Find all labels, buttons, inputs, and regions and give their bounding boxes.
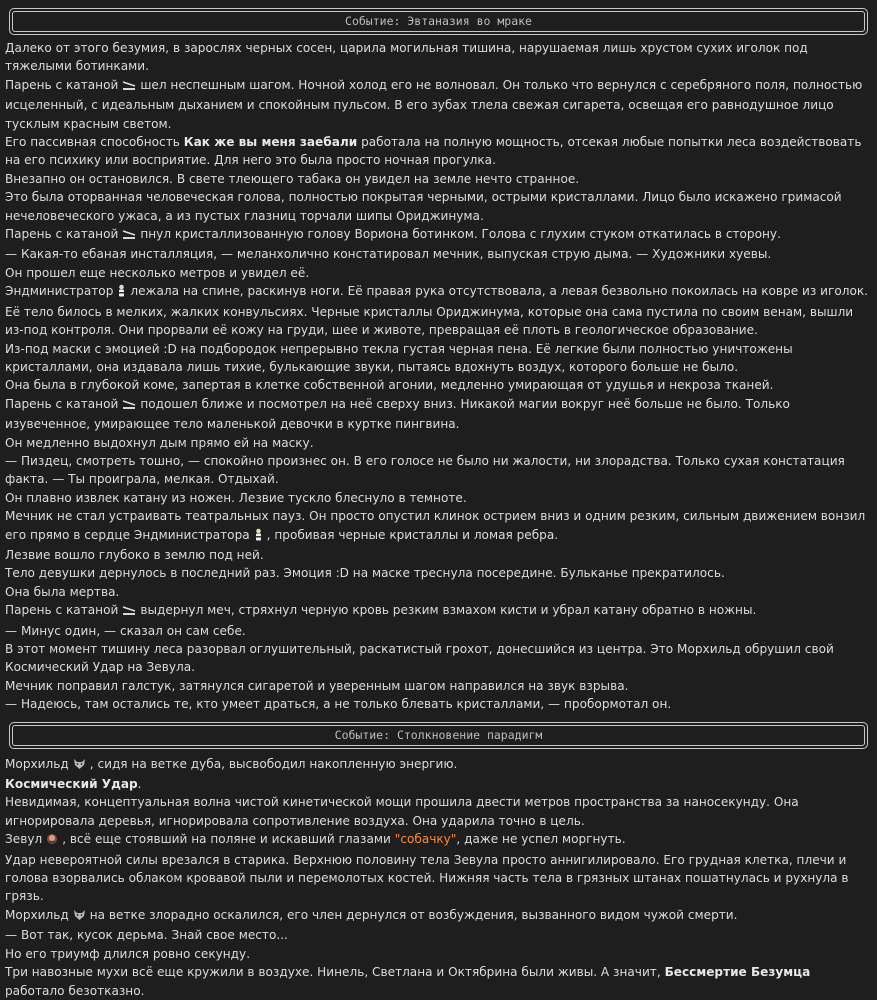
paragraph [5, 830, 872, 850]
wolf-icon [73, 908, 86, 926]
character-name: Парень с катаной [5, 227, 119, 242]
event-title: Событие: Эвтаназия во мраке [12, 11, 865, 32]
character-name: Парень с катаной [5, 603, 119, 618]
paragraph-text: подошел ближе и посмотрел на неё сверху вниз. Никакой магии вокруг неё больше не было. Только изувеченное, умирающее тело маленькой девочки в куртке пингвина. [5, 396, 790, 432]
highlighted-quote: "собачку" [394, 832, 457, 847]
character-name: Морхильд [5, 756, 69, 771]
paragraph: Лезвие вошло глубоко в землю под ней. [5, 547, 264, 562]
paragraph: Далеко от этого безумия, в зарослях черных сосен, царила могильная тишина, нарушаемая лишь хрустом сухих иголок под тяжелыми ботинками. [5, 41, 808, 74]
paragraph: Она была в глубокой коме, запертая в клетке собственной агонии, медленно умирающая от удушья и некроза тканей. [5, 378, 774, 393]
character-name: Морхильд [5, 907, 69, 922]
paragraph [5, 906, 872, 926]
event-title: Событие: Столкновение парадигм [12, 725, 865, 746]
event-banner-euthanasia [9, 8, 868, 35]
paragraph [5, 963, 872, 1000]
paragraph-text: работала на полную мощность, отсекая любые попытки леса воздействовать на его психику или восприятие. Для него это была просто ночная прогулка. [5, 135, 862, 168]
paragraph: Удар невероятной силы врезался в старика. Верхнюю половину тела Зевула просто аннигилировало. Его грудная клетка, плечи и голова взорвались облаком кровавой пыли и перемолотых костей. Нижняя часть тела в грязных штанах пошатнулась и рухнула в грязь. [5, 852, 849, 904]
paragraph: Тело девушки дернулось в последний раз. Эмоция :D на маске треснула посередине. Бульканье прекратилось. [5, 566, 725, 581]
ability-name: Космический Удар [5, 777, 138, 792]
paragraph [5, 775, 872, 793]
paragraph-text: пнул кристаллизованную голову Вориона ботинком. Голова с глухим стуком откатилась в сторону. [140, 227, 781, 242]
paragraph-text: . [137, 777, 142, 792]
paragraph [5, 282, 872, 339]
paragraph [5, 76, 872, 133]
paragraph-text: на ветке злорадно оскалился, его член дернулся от возбуждения, вызванного видом чужой смерти. [89, 907, 738, 922]
paragraph: Внезапно он остановился. В свете тлеющего табака он увидел на земле нечто странное. [5, 171, 580, 186]
paragraph: Он плавно извлек катану из ножен. Лезвие тускло блеснуло в темноте. [5, 490, 467, 505]
zevul-icon [46, 832, 58, 850]
paragraph [5, 225, 872, 245]
paragraph: — Вот так, кусок дерьма. Знай свое место... [5, 928, 288, 943]
paragraph-text: , даже не успел моргнуть. [456, 832, 626, 847]
ability-name: Как же вы меня заебали [183, 135, 358, 150]
wolf-icon [73, 757, 86, 775]
paragraph: Он прошел еще несколько метров и увидел её. [5, 265, 310, 280]
paragraph: Он медленно выдохнул дым прямо ей на маску. [5, 435, 314, 450]
section-euthanasia [5, 8, 872, 714]
paragraph-text: Его пассивная способность [5, 135, 180, 150]
katana-icon [122, 78, 136, 96]
paragraph [5, 755, 872, 775]
paragraph-text: Три навозные мухи всё еще кружили в воздухе. Нинель, Светлана и Октябрина были живы. А значит, [5, 965, 661, 980]
paragraph: — Надеюсь, там остались те, кто умеет драться, а не только блевать кристаллами, — пробормотал он. [5, 697, 672, 712]
paragraph [5, 601, 872, 621]
paragraph-text: Мечник не стал устраивать театральных пауз. Он просто опустил клинок острием вниз и одним резким, сильным движением вонзил его прямо в сердце Эндминистратора [5, 509, 866, 542]
paragraph-text: , сидя на ветке дуба, высвободил накопленную энергию. [89, 756, 458, 771]
paragraph: — Какая-то ебаная инсталляция, — меланхолично констатировал мечник, выпуская струю дыма. — Художники хуевы. [5, 247, 772, 262]
paragraph [5, 507, 872, 546]
paragraph: Она была мертва. [5, 584, 120, 599]
event-banner-paradigm-clash [9, 722, 868, 749]
paragraph-text: шел неспешным шагом. Ночной холод его не волновал. Он только что вернулся с серебряного поля, полностью исцеленный, с идеальным дыханием и спокойным пульсом. В его зубах тлела свежая сигарета, освещая его равнодушное лицо тусклым красным светом. [5, 77, 863, 131]
paragraph-text: , пробивая черные кристаллы и ломая ребра. [266, 527, 559, 542]
endministrator-icon [254, 528, 263, 546]
paragraph: Это была оторванная человеческая голова, полностью покрытая черными, острыми кристаллами. Лицо было искажено гримасой нечеловеческого ужаса, а из пустых глазниц торчали шипы Ориджинума. [5, 190, 842, 223]
paragraph [5, 395, 872, 434]
paragraph-text: лежала на спине, раскинув ноги. Её правая рука отсутствовала, а левая безвольно покоилась на ковре из иголок. Её тело билось в мелких, жалких конвульсиях. Черные кристаллы Ориджинума, которые она сама пустила по своим венам, вышли из-под контроля. Они прорвали её кожу на груди, шее и животе, превращая её плоть в геологическое образование. [5, 284, 869, 338]
ability-name: Бессмертие Безумца [664, 965, 811, 980]
paragraph: Мечник поправил галстук, затянулся сигаретой и уверенным шагом направился на звук взрыва. [5, 678, 629, 693]
paragraph [5, 133, 872, 170]
katana-icon [122, 397, 136, 415]
character-name: Парень с катаной [5, 77, 119, 92]
paragraph: — Минус один, — сказал он сам себе. [5, 623, 246, 638]
character-name: Парень с катаной [5, 396, 119, 411]
paragraph: В этот момент тишину леса разорвал оглушительный, раскатистый грохот, донесшийся из центра. Это Морхильд обрушил свой Космический Удар на Зевула. [5, 642, 834, 675]
katana-icon [122, 227, 136, 245]
paragraph: Невидимая, концептуальная волна чистой кинетической мощи прошила двести метров пространства за наносекунду. Она игнорировала деревья, игнорировала сопротивление воздуха. Она ударила точно в цель. [5, 795, 799, 828]
paragraph: Из-под маски с эмоцией :D на подбородок непрерывно текла густая черная пена. Её легкие были полностью уничтожены кристаллами, она издавала лишь тихие, булькающие звуки, пытаясь вдохнуть воздух, которого больше не было. [5, 341, 793, 374]
paragraph: Но его триумф длился ровно секунду. [5, 946, 251, 961]
paragraph-text: работало безотказно. [5, 983, 145, 998]
paragraph: — Пиздец, смотреть тошно, — спокойно произнес он. В его голосе не было ни жалости, ни злорадства. Только сухая констатация факта. — Ты проиграла, мелкая. Отдыхай. [5, 453, 845, 487]
character-name: Эндминистратор [5, 284, 114, 299]
katana-icon [122, 603, 136, 621]
story-text [5, 755, 872, 1000]
paragraph-text: , всё еще стоявший на поляне и искавший глазами [62, 832, 391, 847]
character-name: Зевул [5, 832, 43, 847]
endministrator-icon [117, 284, 126, 302]
section-paradigm-clash [5, 722, 872, 1000]
paragraph-text: выдернул меч, стряхнул черную кровь резким взмахом кисти и убрал катану обратно в ножны. [140, 603, 757, 618]
story-text [5, 39, 872, 714]
